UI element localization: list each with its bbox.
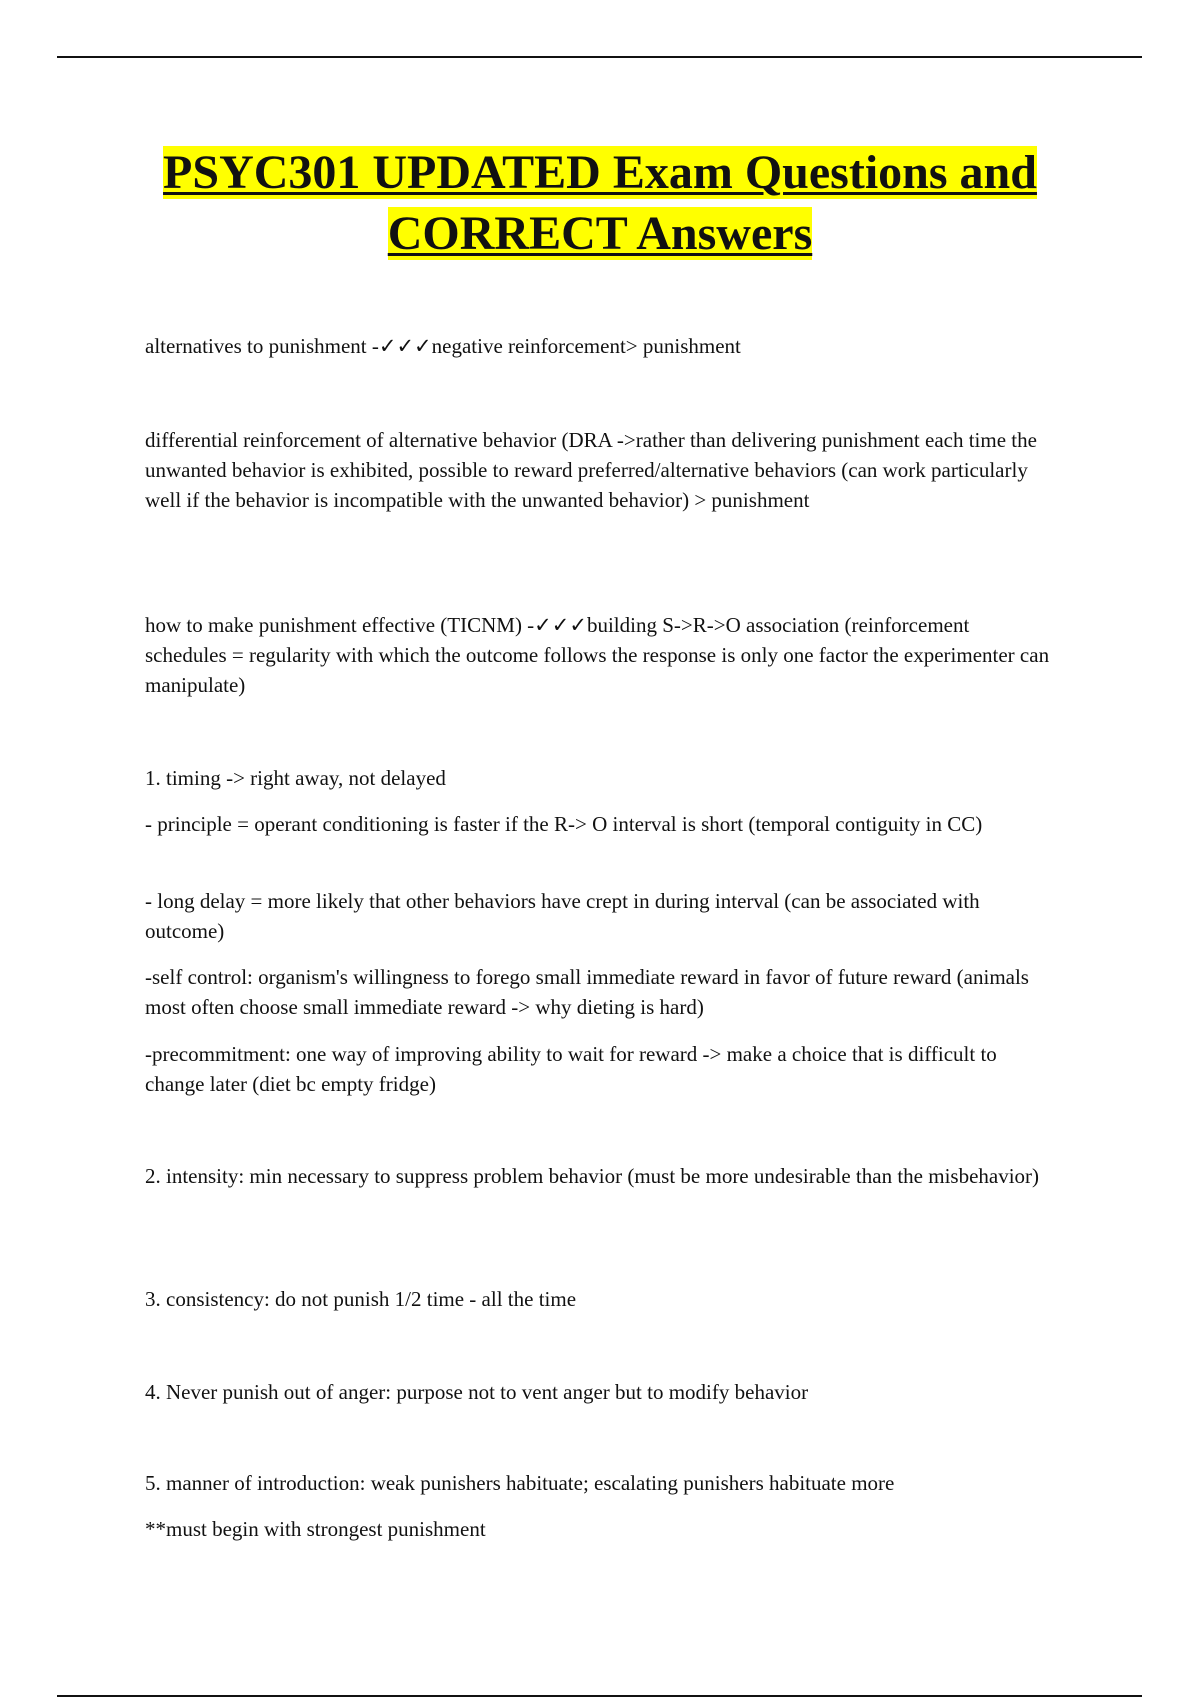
bottom-rule [57, 1695, 1142, 1697]
paragraph-anger: 4. Never punish out of anger: purpose not to vent anger but to modify behavior [145, 1380, 809, 1404]
paragraph-intensity: 2. intensity: min necessary to suppress problem behavior (must be more undesirable than the misbehavior) [145, 1164, 1040, 1188]
paragraph-self-control: -self control: organism's willingness to forego small immediate reward in favor of future reward (animals most often choose small immediate reward -> why dieting is hard) [145, 965, 1029, 1019]
paragraph-alternatives: alternatives to punishment -✓✓✓negative reinforcement> punishment [145, 334, 741, 358]
paragraph-manner: 5. manner of introduction: weak punishers habituate; escalating punishers habituate more [145, 1471, 895, 1495]
page-title [100, 142, 1100, 264]
paragraph-timing: 1. timing -> right away, not delayed [145, 766, 446, 790]
title-line-1: PSYC301 UPDATED Exam Questions and [163, 146, 1037, 199]
paragraph-strongest: **must begin with strongest punishment [145, 1517, 486, 1541]
paragraph-precommitment: -precommitment: one way of improving ability to wait for reward -> make a choice that is difficult to change later (diet bc empty fridge) [145, 1042, 997, 1096]
paragraph-long-delay: - long delay = more likely that other behaviors have crept in during interval (can be associated with outcome) [145, 889, 980, 943]
paragraph-consistency: 3. consistency: do not punish 1/2 time - all the time [145, 1287, 577, 1311]
paragraph-principle: - principle = operant conditioning is faster if the R-> O interval is short (temporal contiguity in CC) [145, 812, 983, 836]
paragraph-effective-punishment: how to make punishment effective (TICNM) -✓✓✓building S->R->O association (reinforcement schedules = regularity with which the outcome follows the response is only one factor the experimenter can manipulate) [145, 613, 1050, 697]
top-rule [57, 56, 1142, 58]
paragraph-dra: differential reinforcement of alternative behavior (DRA ->rather than delivering punishment each time the unwanted behavior is exhibited, possible to reward preferred/alternative behaviors (can work particularly well if the behavior is incompatible with the unwanted behavior) > punishment [145, 428, 1037, 512]
title-line-2: CORRECT Answers [387, 207, 813, 260]
